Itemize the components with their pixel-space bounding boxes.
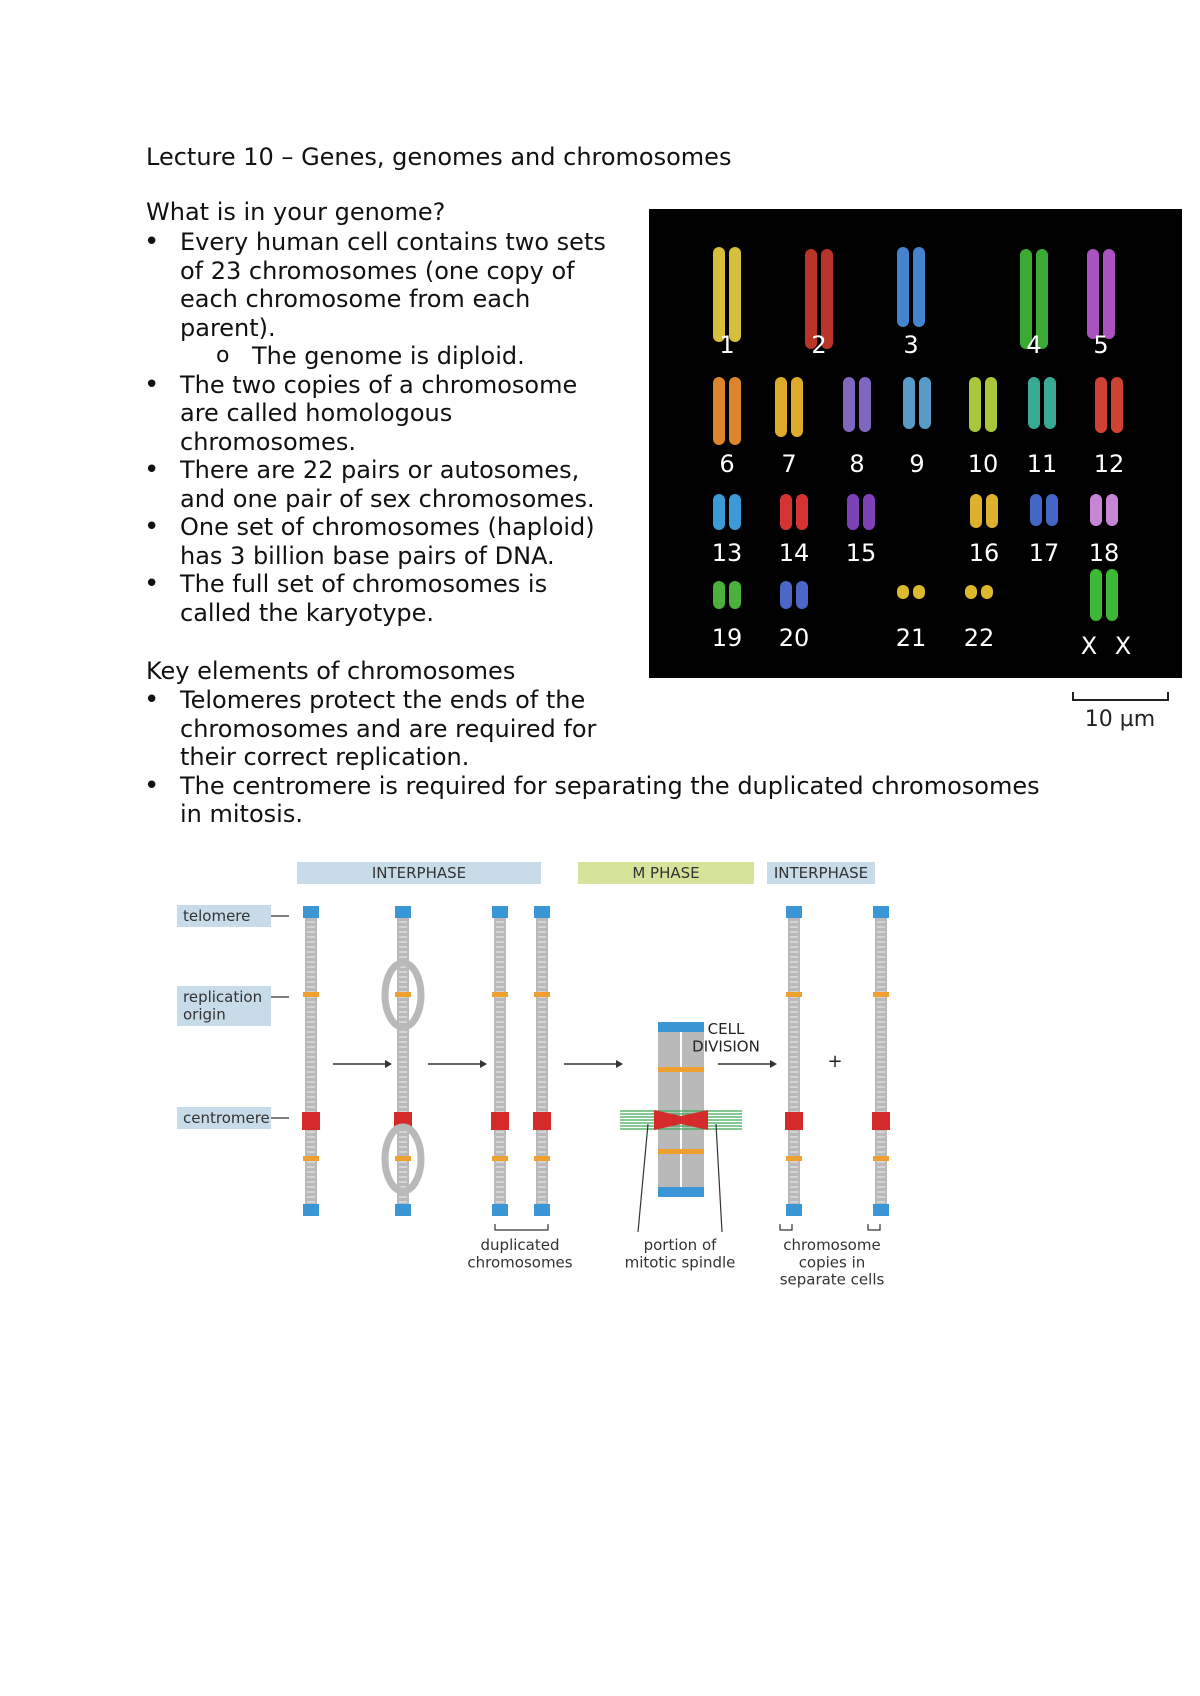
bullet-item [144, 686, 1040, 772]
karyotype-label: 22 [963, 624, 995, 652]
bullet-item [144, 228, 606, 342]
cell-division-label: DIVISION [692, 1037, 760, 1056]
centromere-band [785, 1112, 803, 1130]
telomere-band [873, 906, 889, 918]
bullet-line: • The centromere is required for separating the duplicated chromosomes [180, 771, 1040, 800]
pointer-line [716, 1124, 722, 1232]
side-label: origin [183, 1005, 226, 1024]
karyotype-chromosome [1028, 377, 1040, 429]
karyotype-chromosome [713, 494, 725, 530]
caption-mitotic-spindle: portion of [643, 1236, 717, 1254]
karyotype-chromosome [780, 494, 792, 530]
side-label: centromere [183, 1109, 270, 1127]
scale-bar-line [1073, 692, 1168, 700]
karyotype-label: 15 [845, 539, 877, 567]
karyotype-chromosome [713, 247, 725, 342]
karyotype-chromosome [1111, 377, 1123, 433]
telomere-band [873, 1204, 889, 1216]
centromere-band [533, 1112, 551, 1130]
centromere-band [491, 1112, 509, 1130]
karyotype-chromosome [780, 581, 792, 609]
karyotype-chromosome [729, 494, 741, 530]
diagram-chromosomes [302, 906, 890, 1232]
bullet-line: chromosomes. [180, 427, 356, 456]
telomere-band [303, 906, 319, 918]
bullet-item [144, 456, 606, 513]
karyotype-chromosome [729, 377, 741, 445]
karyotype-chromosome [913, 247, 925, 327]
centromere-band [654, 1110, 708, 1130]
karyotype-label: 13 [711, 539, 743, 567]
bullet-line: o The genome is diploid. [252, 342, 525, 370]
karyotype-chromosome [897, 585, 909, 599]
key-elements-bullet-list [144, 686, 1040, 829]
caption-chromosome-copies: separate cells [779, 1270, 885, 1289]
arrow-head [616, 1060, 623, 1068]
diagram-labels [183, 864, 884, 1289]
bullet-line: called the karyotype. [180, 598, 435, 627]
arrow-head [480, 1060, 487, 1068]
karyotype-label: 11 [1026, 450, 1058, 478]
karyotype-chromosome [1095, 377, 1107, 433]
telomere-band [303, 1204, 319, 1216]
caption-duplicated-chromosomes: chromosomes [467, 1253, 573, 1272]
karyotype-chromosomes [713, 247, 1123, 621]
phase-header-label: INTERPHASE [371, 864, 467, 882]
bullet-line: has 3 billion base pairs of DNA. [180, 541, 555, 570]
diagram-background [177, 862, 875, 1129]
karyotype-label: 5 [1093, 331, 1109, 359]
cell-division-label: CELL [707, 1020, 745, 1038]
caption-chromosome-copies: copies in [798, 1253, 866, 1272]
centromere-band [872, 1112, 890, 1130]
bullet-line: • There are 22 pairs or autosomes, [180, 456, 580, 484]
karyotype-label: 6 [719, 450, 735, 478]
bullet-line: in mitosis. [180, 800, 303, 828]
karyotype-chromosome [970, 494, 982, 528]
karyotype-chromosome [796, 494, 808, 530]
bullet-line: parent). [180, 313, 276, 342]
replication-origin-band [534, 1156, 550, 1161]
karyotype-chromosome [1046, 494, 1058, 526]
bullet-line: their correct replication. [180, 743, 470, 771]
karyotype-chromosome [847, 494, 859, 530]
telomere-band [786, 1204, 802, 1216]
karyotype-label: 10 [967, 450, 999, 478]
replication-origin-band [492, 1156, 508, 1161]
bullet-line: • Telomeres protect the ends of the [180, 686, 586, 714]
replication-origin-band [873, 1156, 889, 1161]
karyotype-chromosome [1090, 569, 1102, 621]
bullet-item [144, 772, 1040, 829]
section-heading-key-elements: Key elements of chromosomes [146, 657, 516, 685]
karyotype-chromosome [981, 585, 993, 599]
replication-origin-band [534, 992, 550, 997]
karyotype-label: 21 [895, 624, 927, 652]
caption-chromosome-copies: chromosome [783, 1236, 881, 1254]
karyotype-chromosome [859, 377, 871, 432]
karyotype-label: 12 [1093, 450, 1125, 478]
telomere-band [395, 906, 411, 918]
bullet-line: • The full set of chromosomes is [180, 570, 548, 598]
karyotype-chromosome [713, 377, 725, 445]
replication-origin-band [786, 1156, 802, 1161]
replication-origin-band [303, 1156, 319, 1161]
replication-origin-band [786, 992, 802, 997]
karyotype-chromosome [775, 377, 787, 437]
karyotype-image [649, 209, 1182, 678]
karyotype-label: 14 [778, 539, 810, 567]
scale-bar-label: 10 µm [1084, 707, 1156, 732]
arrow-head [770, 1060, 777, 1068]
karyotype-chromosome [897, 247, 909, 327]
karyotype-chromosome [1087, 249, 1099, 339]
side-label: replication [183, 988, 263, 1006]
sub-bullet-item [144, 342, 606, 371]
arrow-head [385, 1060, 392, 1068]
karyotype-chromosome [903, 377, 915, 429]
telomere-band [658, 1187, 704, 1197]
karyotype-label: 2 [811, 331, 827, 359]
document-title: Lecture 10 – Genes, genomes and chromosomes [146, 143, 732, 171]
karyotype-chromosome [1103, 249, 1115, 339]
karyotype-label: 16 [968, 539, 1000, 567]
sister-chromatid [658, 1022, 680, 1197]
karyotype-label: 7 [781, 450, 797, 478]
genome-bullet-list [144, 228, 606, 627]
bullet-line: are called homologous [180, 399, 453, 427]
karyotype-chromosome [1090, 494, 1102, 526]
karyotype-chromosome [913, 585, 925, 599]
bullet-line: chromosomes and are required for [180, 714, 597, 743]
bullet-line: and one pair of sex chromosomes. [180, 484, 595, 513]
karyotype-label: 19 [711, 624, 743, 652]
plus-sign: + [827, 1051, 843, 1072]
grouping-bracket [868, 1224, 880, 1230]
karyotype-label: 4 [1026, 331, 1042, 359]
bullet-line: of 23 chromosomes (one copy of [180, 256, 575, 285]
karyotype-chromosome [919, 377, 931, 429]
bullet-item [144, 371, 606, 457]
karyotype-chromosome [791, 377, 803, 437]
telomere-band [534, 906, 550, 918]
telomere-band [492, 1204, 508, 1216]
replication-origin-band [873, 992, 889, 997]
bullet-line: • Every human cell contains two sets [180, 228, 606, 256]
karyotype-chromosome [729, 247, 741, 342]
karyotype-chromosome [1030, 494, 1042, 526]
karyotype-chromosome [985, 377, 997, 432]
karyotype-label: 18 [1088, 539, 1120, 567]
bullet-item [144, 570, 606, 627]
karyotype-chromosome [713, 581, 725, 609]
grouping-bracket [780, 1224, 792, 1230]
replication-origin-band [303, 992, 319, 997]
telomere-band [534, 1204, 550, 1216]
replication-origin-band [658, 1149, 704, 1154]
telomere-band [786, 906, 802, 918]
scale-bar [1070, 686, 1170, 736]
bullet-item [144, 513, 606, 570]
centromere-band [302, 1112, 320, 1130]
karyotype-label: X [1114, 632, 1132, 660]
karyotype-chromosome [1044, 377, 1056, 429]
karyotype-label: 20 [778, 624, 810, 652]
grouping-bracket [495, 1224, 548, 1230]
telomere-band [395, 1204, 411, 1216]
karyotype-label: 3 [903, 331, 919, 359]
karyotype-label: 1 [719, 331, 735, 359]
karyotype-chromosome [1106, 569, 1118, 621]
karyotype-chromosome [965, 585, 977, 599]
caption-duplicated-chromosomes: duplicated [480, 1236, 560, 1254]
replication-origin-band [658, 1067, 704, 1072]
karyotype-label: X [1080, 632, 1098, 660]
caption-mitotic-spindle: mitotic spindle [624, 1253, 736, 1272]
bullet-line: • One set of chromosomes (haploid) [180, 513, 595, 541]
replication-origin-band [492, 992, 508, 997]
karyotype-label: 17 [1028, 539, 1060, 567]
karyotype-label: 8 [849, 450, 865, 478]
section-heading-genome: What is in your genome? [146, 198, 446, 226]
karyotype-chromosome [843, 377, 855, 432]
karyotype-chromosome [796, 581, 808, 609]
karyotype-label: 9 [909, 450, 925, 478]
karyotype-chromosome [863, 494, 875, 530]
replication-origin-band [395, 992, 411, 997]
bullet-line: • The two copies of a chromosome [180, 370, 578, 399]
karyotype-chromosome [986, 494, 998, 528]
karyotype-chromosome [729, 581, 741, 609]
telomere-band [492, 906, 508, 918]
side-label: telomere [183, 907, 251, 925]
telomere-band [658, 1022, 704, 1032]
chromosome-duplication-diagram [170, 862, 890, 1324]
karyotype-chromosome [1106, 494, 1118, 526]
karyotype-chromosome [969, 377, 981, 432]
pointer-line [638, 1124, 648, 1232]
replication-origin-band [395, 1156, 411, 1161]
phase-header-label: M PHASE [632, 864, 700, 882]
bullet-line: each chromosome from each [180, 285, 531, 313]
phase-header-label: INTERPHASE [773, 864, 869, 882]
